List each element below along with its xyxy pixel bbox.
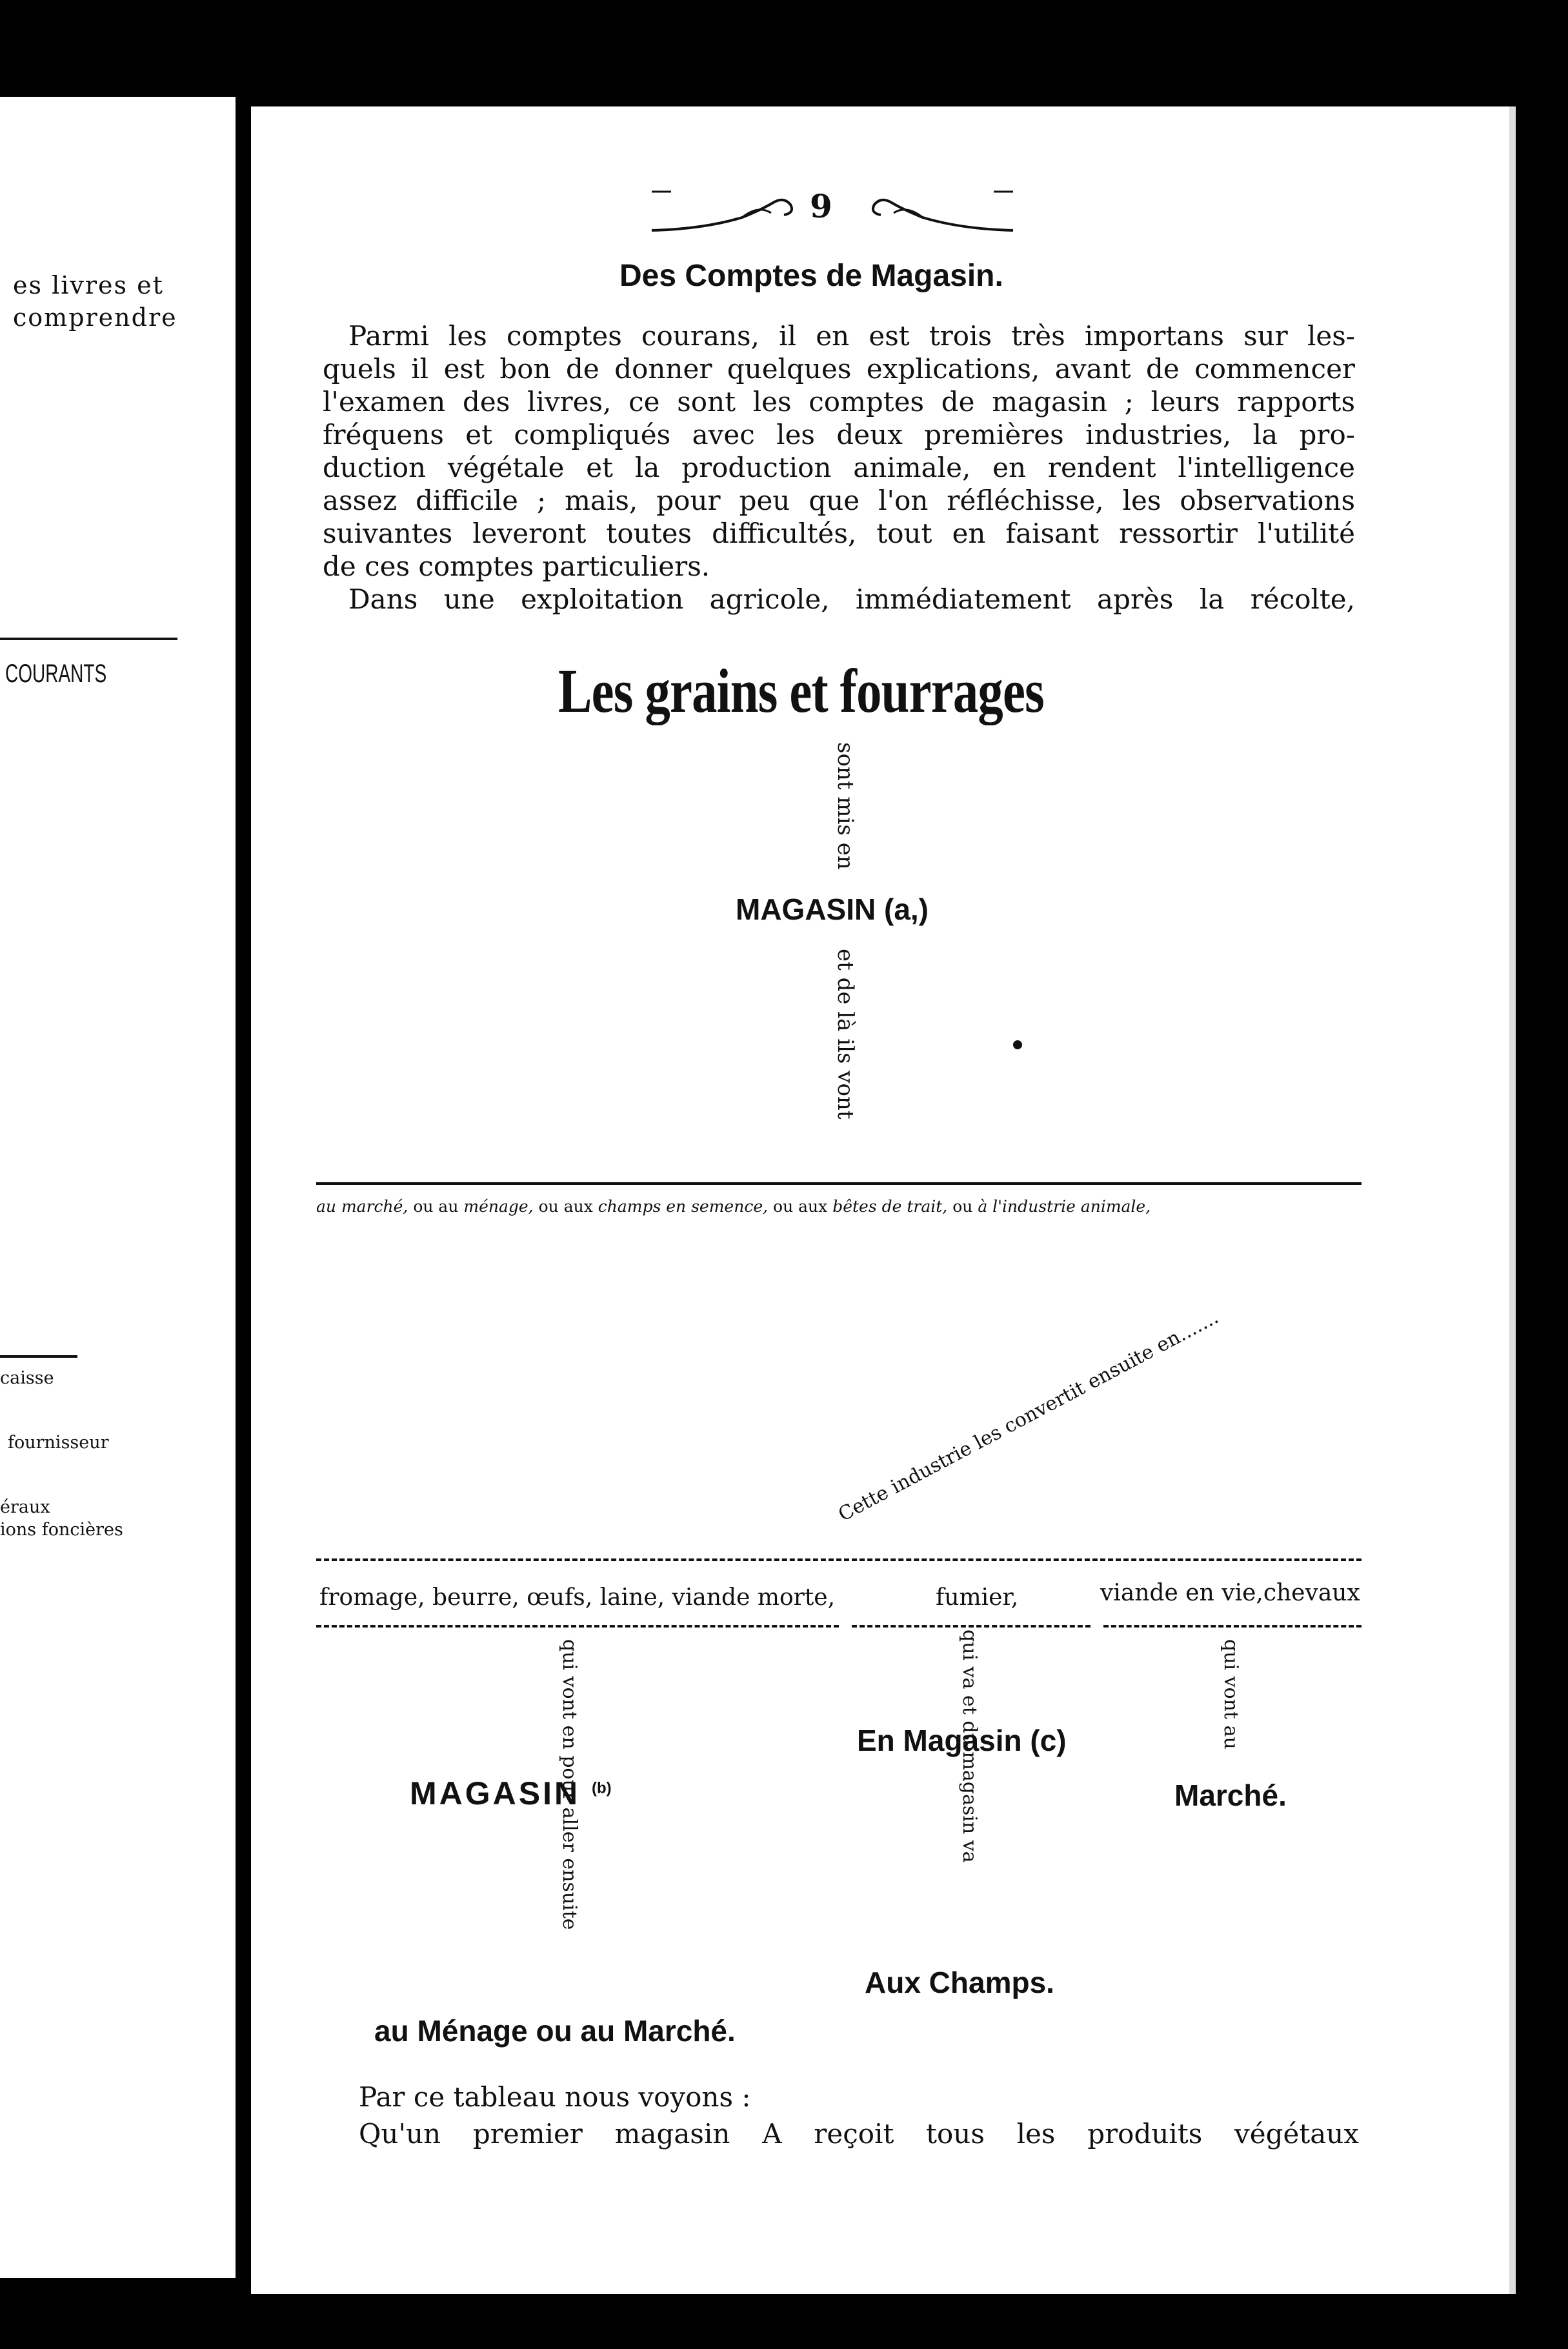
connector-word: ou au [413,1197,459,1216]
left-text-fournisseur: fournisseur [8,1433,109,1453]
text-line: quels il est bon de donner quelques explications, avant de commencer [323,353,1355,385]
use-household: ménage, [463,1197,534,1216]
page-number: 9 [810,187,832,225]
flow-label-de-la: et de là ils vont [832,949,858,1120]
magasin-c-label: En Magasin (c) [857,1724,1067,1757]
intro-paragraph [323,319,1355,616]
ink-dot [1013,1040,1022,1049]
product-group-manure: fumier, [936,1584,1019,1611]
aux-champs-label: Aux Champs. [865,1966,1054,1999]
courants-heading: COURANTS [5,660,107,688]
page-edge [1509,106,1516,2294]
text-line: fréquens et compliqués avec les deux premières industries, la pro- [323,419,1355,450]
use-animal-industry: à l'industrie animale, [978,1197,1151,1216]
flow-label-vont-au: qui vont au [1220,1639,1242,1749]
flow-label-va: qui va et du magasin va [958,1629,981,1863]
section-heading: Des Comptes de Magasin. [619,259,1003,293]
product-group-livestock: viande en vie,chevaux [1100,1580,1360,1606]
product-group-animal: fromage, beurre, œufs, laine, viande morte, [319,1584,836,1611]
product-line-bottom [316,1625,839,1628]
connector-word: ou aux [773,1197,828,1216]
diagram-title: Les grains et fourrages [558,656,1044,725]
use-seed: champs en semence, [598,1197,769,1216]
flow-label-vont-en: qui vont en pour aller ensuite [558,1639,581,1930]
closing-line: Par ce tableau nous voyons : [359,2081,751,2113]
text-line: Dans une exploitation agricole, immédiatement après la récolte, [348,583,1355,615]
use-market: au marché, [316,1197,408,1216]
diagonal-annotation: Cette industrie les convertit ensuite en....... [834,1306,1223,1526]
closing-line: Qu'un premier magasin A reçoit tous les produits végétaux [359,2118,1359,2150]
page-ornament [645,184,1020,242]
left-text-line: comprendre [13,303,177,332]
text-line: suivantes leveront toutes difficultés, tout en faisant ressortir l'utilité [323,518,1355,549]
magasin-a-label: MAGASIN (a,) [736,892,929,926]
magasin-b-text: MAGASIN [410,1775,581,1811]
connector-word: ou aux [538,1197,593,1216]
text-line: assez difficile ; mais, pour peu que l'on réfléchisse, les observations [323,485,1355,516]
flow-label-mis-en: sont mis en [832,742,858,870]
book-spine [236,97,251,2278]
product-line-top [316,1558,1362,1561]
text-line: de ces comptes particuliers. [323,550,710,582]
left-text-caisse: caisse [0,1368,54,1388]
uses-line [316,1197,1151,1216]
product-line-bottom [1103,1625,1362,1628]
use-draft-animals: bêtes de trait, [832,1197,948,1216]
marche-label: Marché. [1174,1779,1287,1812]
distribution-line [316,1182,1362,1185]
divider [0,638,177,640]
left-page-fragment [0,97,236,2278]
left-text-foncieres: ions foncières [0,1520,123,1540]
magasin-b-note: (b) [592,1779,612,1797]
left-text-generaux: éraux [0,1497,50,1517]
connector-word: ou [952,1197,973,1216]
left-text-line: es livres et [13,271,164,299]
product-line-bottom [852,1625,1091,1628]
magasin-b-label [410,1775,612,1812]
text-line: duction végétale et la production animale, en rendent l'intelligence [323,452,1355,483]
text-line: Parmi les comptes courans, il en est trois très importans sur les- [348,320,1355,352]
divider [0,1355,77,1358]
menage-label: au Ménage ou au Marché. [374,2014,736,2048]
text-line: l'examen des livres, ce sont les comptes de magasin ; leurs rapports [323,386,1355,418]
